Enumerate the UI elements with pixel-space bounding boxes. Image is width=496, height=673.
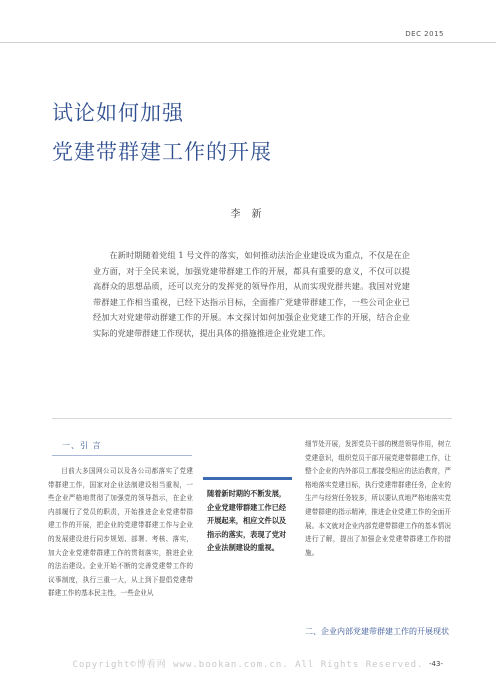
title-line-1: 试论如何加强 [52, 101, 184, 125]
pullquote: 随着新时期的不断发展，企业党建带群建工作已经开展起来，相应文件以及指示的落实，表现了党对企业法制建设的重视。 [207, 489, 287, 553]
issue-date: DEC 2015 [405, 30, 444, 38]
header-rule [0, 42, 496, 43]
column-3-body: 细节处开展，发挥党员干部的模范领导作用，树立党建意识，组织党员干部开展党建带群建工作，让整个企业的内外部员工都接受相应的法治教育，严格地落实党建目标，执行党建带群建任务，企业的生产与经营任务较多，所以要认真地严格地落实党建带群建的指示精神，推进企业党建工作的全面开展。本文就对企业内部党建带群建工作的基本情况进行了解，提出了加强企业党建带群建工作的措施。 [305, 440, 451, 557]
copyright-watermark: Copyright©博看网 www.bookan.com.cn. All Rights Reserved. [72, 660, 424, 670]
page-number: -43- [429, 660, 443, 668]
author: 李 新 [230, 209, 266, 220]
abstract: 在新时期随着党组 1 号文件的落实，如何推动法治企业建设成为重点，不仅是在企业方面，对于全民来说，加强党建带群建工作的开展，都具有重要的意义，不仅可以提高群众的思想品质，还可以充分的发挥党的领导作用，从而实现党群共建。我国对党建带群建工作相当重视，已经下达指示目标，全面推广党建带群建工作，一些公司企业已经加大对党建带动群建工作的开展。本文探讨如何加强企业党建工作的开展，结合企业实际的党建带群建工作现状，提出具体的措施推进企业党建工作。 [93, 250, 410, 338]
section-2-heading: 二、企业内部党建带群建工作的开展现状 [305, 627, 449, 636]
section-1-body: 目前大多国网公司以及各公司都落实了党建带群建工作，国家对企业法制建设相当重视，一些企业严格地贯彻了加强党的领导指示，在企业内部履行了党员的职责，开始推进企业党建带群建工作的开展，把企业的党建带群建工作与企业的发展建设进行同步规划、部署、考核、落实，加大企业党建带群建工作的贯彻落实，推进企业的法治建设。企业开始不断的完善党建带工作的议事制度，执行三重一大，从上到下提倡党建带群建工作的基本民主性，一些企业从 [48, 467, 193, 598]
section-1-heading: 一、引 言 [62, 441, 102, 450]
section-divider [52, 418, 452, 419]
title-line-2: 党建带群建工作的开展 [52, 140, 272, 164]
section-1-underline [52, 455, 192, 456]
pullquote-bar [203, 477, 292, 480]
